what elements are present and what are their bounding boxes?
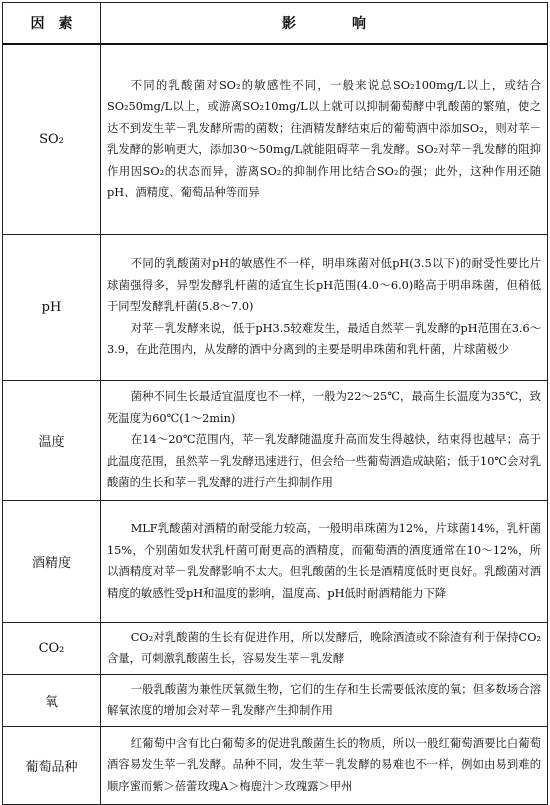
header-row <box>3 3 548 45</box>
table-row-temperature <box>3 380 548 500</box>
table-row-alcohol <box>3 500 548 622</box>
effect-cell <box>101 500 548 622</box>
factor-cell: 葡萄品种 <box>3 726 101 804</box>
effect-paragraph: CO₂对乳酸菌的生长有促进作用，所以发酵后，晚除酒渣或不除渣有利于保持CO₂含量，可刺激乳酸菌生长，容易发生苹－乳发酵 <box>107 630 541 665</box>
table-header <box>3 3 548 45</box>
table-row-ph <box>3 234 548 380</box>
effect-cell <box>101 674 548 726</box>
effect-cell <box>101 44 548 234</box>
table-row-co2 <box>3 622 548 674</box>
effect-paragraph: 菌种不同生长最适宜温度也不一样，一般为22～25℃，最高生长温度为35℃，致死温度为60℃(1～2min) <box>107 390 541 425</box>
effect-paragraph: 在14～20℃范围内，苹－乳发酵随温度升高而发生得越快，结束得也越早；高于此温度范围，虽然苹－乳发酵迅速进行，但会给一些葡萄酒造成缺陷；低于10℃会对乳酸菌的生长和苹－乳发酵的进行产生抑制作用 <box>107 433 541 490</box>
table-body <box>3 44 548 804</box>
effect-cell <box>101 234 548 380</box>
table-row-oxygen <box>3 674 548 726</box>
factor-cell: CO₂ <box>3 622 101 674</box>
header-factor: 因 素 <box>3 3 101 45</box>
factor-cell: SO₂ <box>3 44 101 234</box>
effect-paragraph: 不同的乳酸菌对pH的敏感性不一样，明串珠菌对低pH(3.5以下)的耐受性要比片球菌强得多，异型发酵乳杆菌的适宜生长pH范围(4.0～6.0)略高于明串珠菌，但稍低于同型发酵乳杆菌(5.8～7.0) <box>107 257 541 314</box>
effect-cell <box>101 726 548 804</box>
effect-cell <box>101 380 548 500</box>
factor-cell: 氧 <box>3 674 101 726</box>
effect-paragraph: MLF乳酸菌对酒精的耐受能力较高，一般明串珠菌为12%，片球菌14%，乳杆菌15%，个别菌如发状乳杆菌可耐更高的酒精度，而葡萄酒的酒度通常在10～12%，所以酒精度对苹－乳发酵影响不太大。但乳酸菌的生长是酒精度低时更良好。乳酸菌对酒精度的敏感性受pH和温度的影响，温度高、pH低时耐酒精能力下降 <box>107 522 541 600</box>
effect-paragraph: 对苹－乳发酵来说，低于pH3.5较难发生，最适自然苹－乳发酵的pH范围在3.6～3.9，在此范围内，从发酵的酒中分离到的主要是明串珠菌和乳杆菌，片球菌极少 <box>107 321 541 357</box>
factor-cell: 温度 <box>3 380 101 500</box>
factor-cell: pH <box>3 234 101 380</box>
effect-paragraph: 一般乳酸菌为兼性厌氧微生物，它们的生存和生长需要低浓度的氧；但多数场合溶解氧浓度的增加会对苹－乳发酵产生抑制作用 <box>107 682 541 717</box>
factors-effects-table <box>2 2 548 805</box>
table-row-so2 <box>3 44 548 234</box>
header-effect: 影 响 <box>101 3 548 45</box>
table-row-grape-variety <box>3 726 548 804</box>
factor-cell: 酒精度 <box>3 500 101 622</box>
effect-paragraph: 红葡萄中含有比白葡萄多的促进乳酸菌生长的物质，所以一般红葡萄酒要比白葡萄酒容易发生苹－乳发酵。品种不同，发生苹－乳发酵的易难也不一样，例如由易到难的顺序蜜而紫＞蓓蕾玫瑰A＞梅鹿汁＞玫瑰露＞甲州 <box>107 736 541 793</box>
effect-cell <box>101 622 548 674</box>
effect-paragraph: 不同的乳酸菌对SO₂的敏感性不同，一般来说总SO₂100mg/L以上，或结合SO₂50mg/L以上，或游离SO₂10mg/L以上就可以抑制葡萄酵中乳酸菌的繁殖，使之达不到发生苹－乳发酵所需的菌数；往酒精发酵结束后的葡萄酒中添加SO₂，则对苹－乳发酵的影响更大，添加30～50mg/L就能阻碍苹－乳发酵。SO₂对苹－乳发酵的阻抑作用因SO₂的状态而异，游离SO₂的抑制作用比结合SO₂的强；此外，这种作用还随pH、酒精度、葡萄品种等而异 <box>107 78 541 200</box>
